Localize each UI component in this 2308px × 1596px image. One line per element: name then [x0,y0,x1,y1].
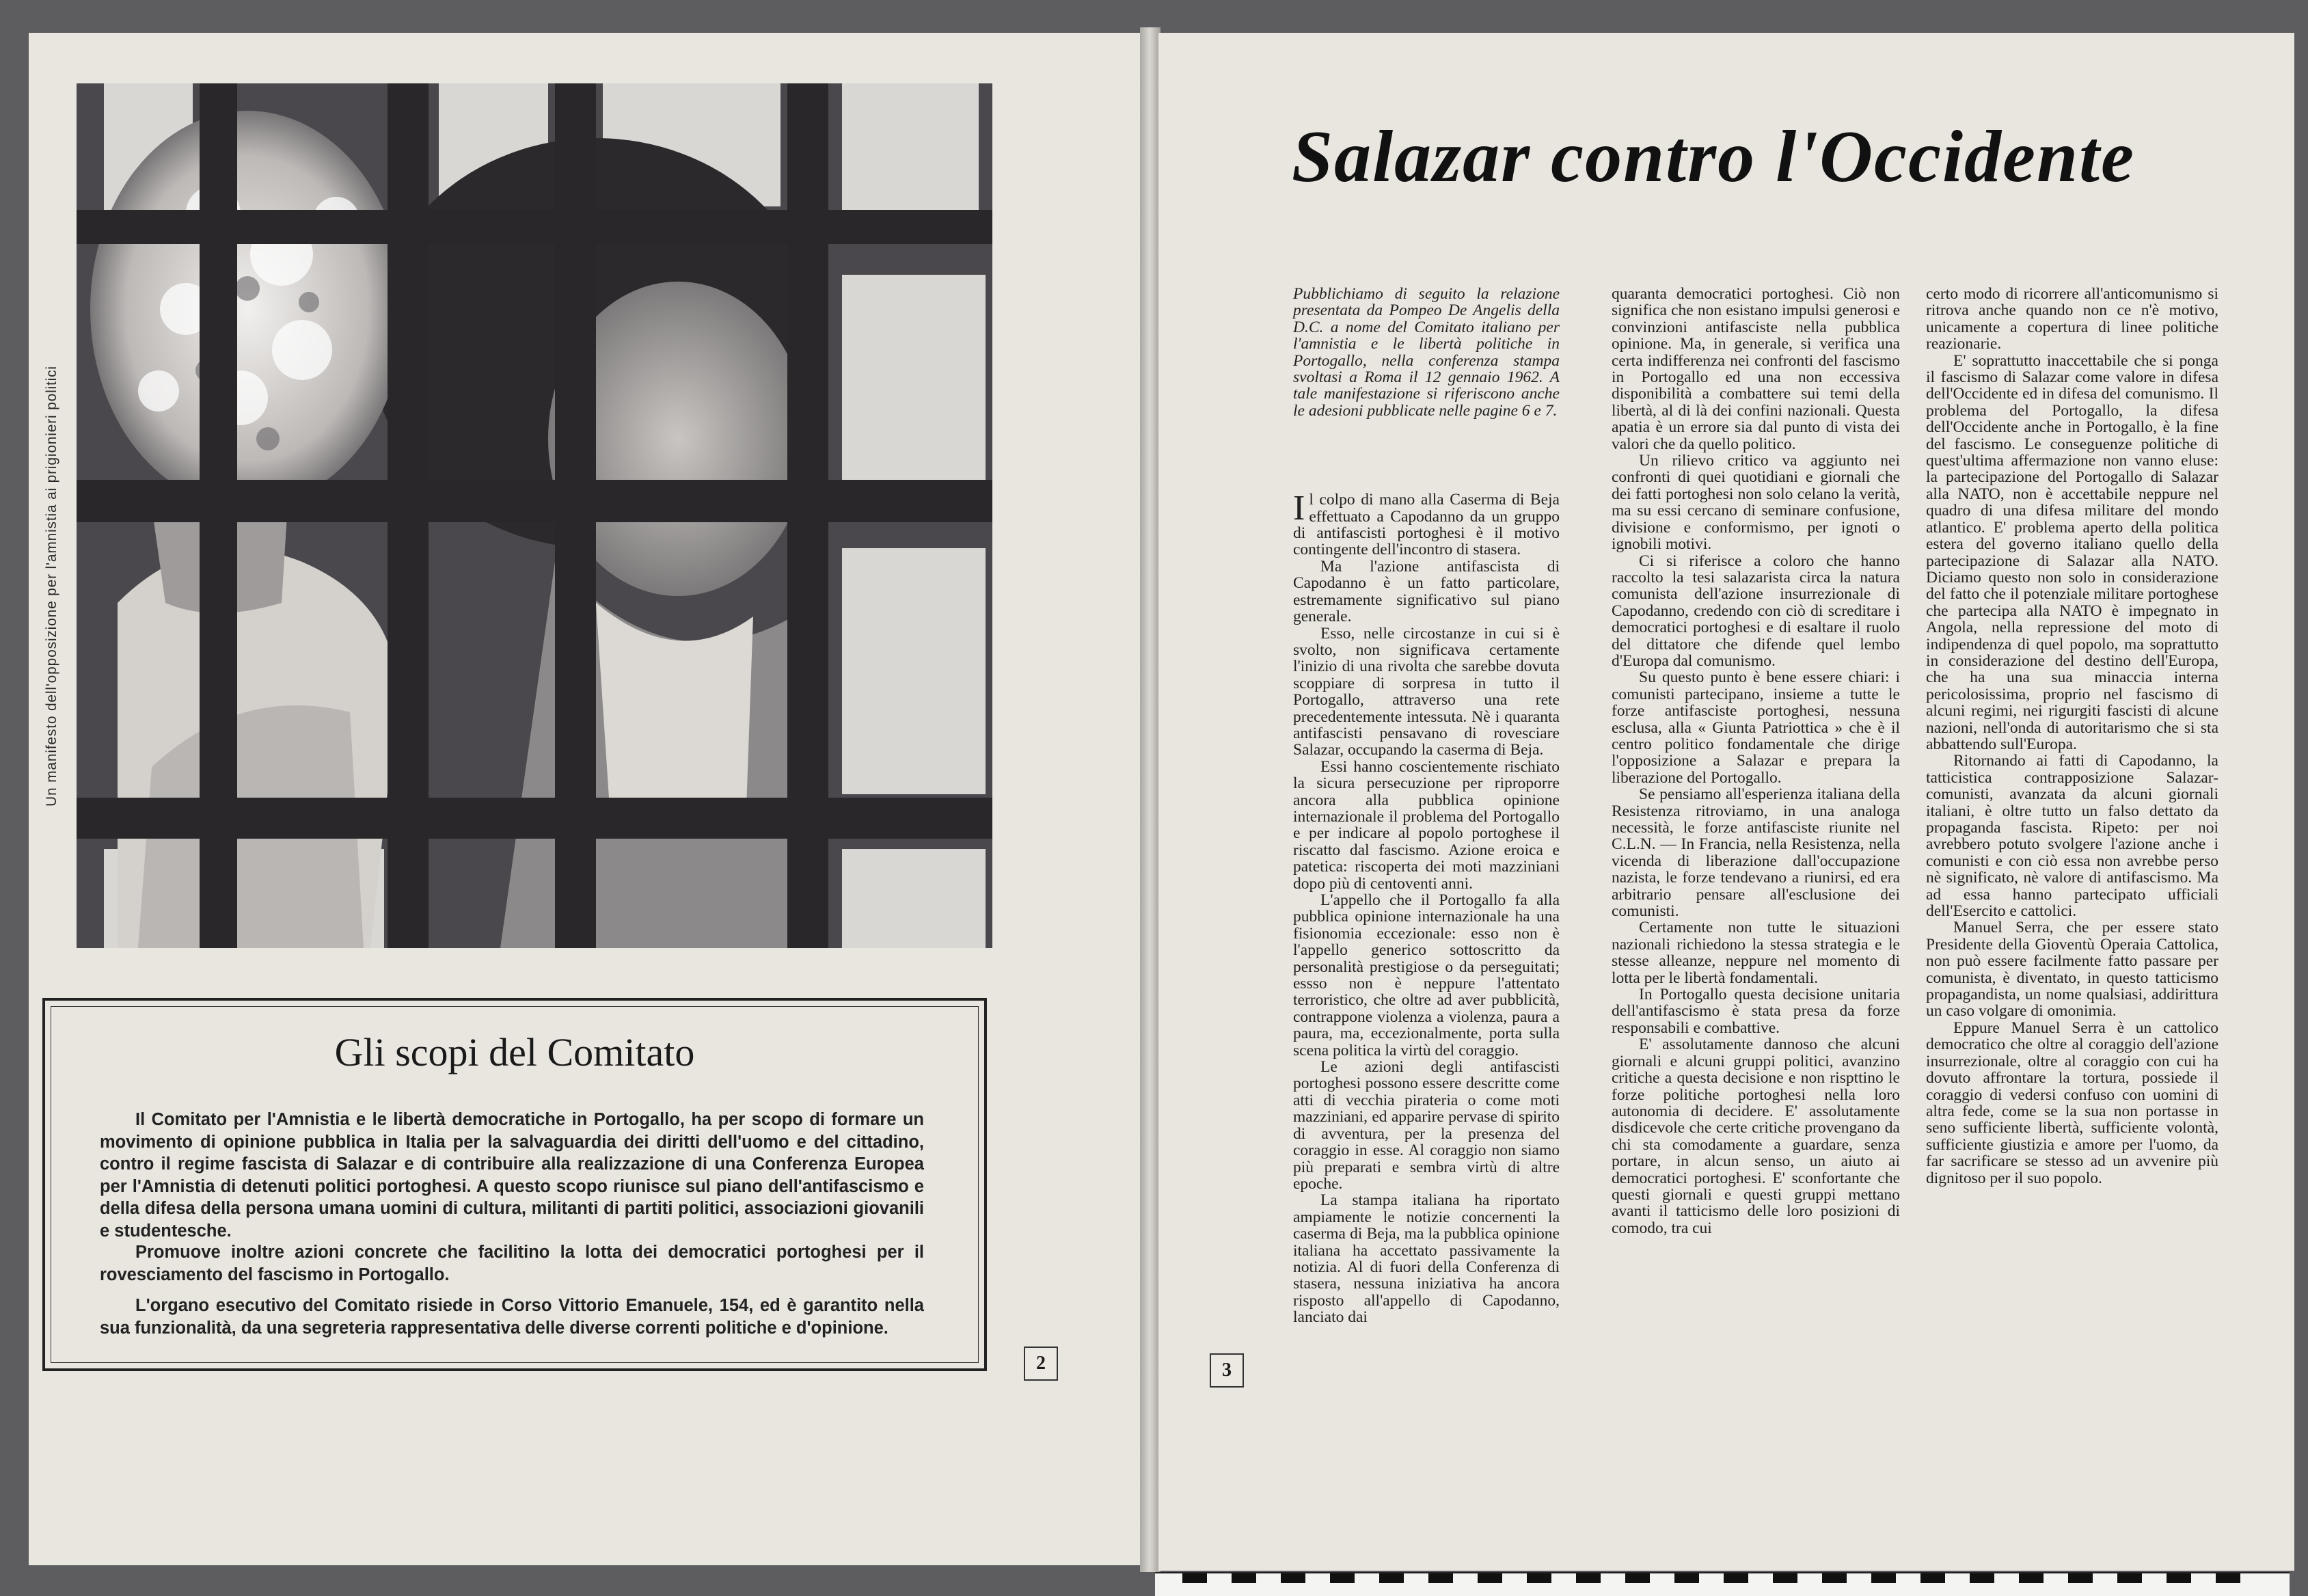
article-intro: Pubblichiamo di seguito la relazione presentata da Pompeo De Angelis della D.C. a nome del Comitato italiano per l'amnistia e le libertà politiche in Portogallo, nella conferenza stampa svoltasi a Roma il 12 gennaio 1962. A tale manifestazione si riferiscono anche le adesioni pubblicate nelle pagine 6 e 7. [1293,285,1560,420]
drop-cap: I [1293,489,1305,528]
article-paragraph: In Portogallo questa decisione unitaria dell'antifascismo è stata presa da forze responsabili e combattive. [1612,986,1900,1037]
goals-paragraph-2: Promuove inoltre azioni concrete che facilitino la lotta dei democratici portoghesi per il rovesciamento del fascismo in Portogallo. [100,1243,924,1284]
article-paragraph: Il colpo di mano alla Caserma di Beja effettuato a Capodanno da un gruppo di antifascisti portoghesi è il motivo contingente dell'incontro di stasera. [1293,489,1560,559]
photo-prisoner-behind-bars [77,83,992,948]
goals-title: Gli scopi del Comitato [334,1030,695,1074]
article-paragraph: Ma l'azione antifascista di Capodanno è un fatto particolare, estremamente significativo sul piano generale. [1293,557,1560,626]
binding-gutter [1140,27,1160,1572]
article-paragraph: E' assolutamente dannoso che alcuni giornali e alcuni gruppi politici, avanzino critiche a questa decisione e non rispttino le forze politiche portoghesi nella loro autonomia di decidere. E' assolutamente disdicevole che certe critiche provengano da chi sta comodamente a guardare, senza portare, in alcun senso, un aiuto ai democratici portoghesi. E' sconfortante che questi giornali e questi gruppi mettano avanti il tatticismo delle loro posizioni di comodo, tra cui [1612,1036,1900,1237]
article-paragraph: Ritornando ai fatti di Capodanno, la tatticistica contrapposizione Salazar-comunisti, avanzata da alcuni giornali italiani, è oltre tutto un falso dettato da propaganda fascista. Ripeto: per noi avrebbero potuto svolgere l'azione anche i comunisti e con ciò essa non avrebbe perso nè significato, nè valore di antifascismo. Ma ad essa hanno partecipato ufficiali dell'Esercito e cattolici. [1926,752,2218,921]
article-paragraph: La stampa italiana ha riportato ampiamente le notizie concernenti la caserma di Beja, ma la pubblica opinione italiana ha accettato passivamente la notizia. Al di fuori della Conferenza di stasera, nessuna iniziativa ha ancora risposto all'appello di Capodanno, lanciato dai [1293,1191,1560,1327]
article-paragraph: Manuel Serra, che per essere stato Presidente della Gioventù Operaia Cattolica, non può essere facilmente fatto passare per comunista, è diventato, in questo tatticismo propagandista, un nome qualsiasi, addirittura un caso volgare di omonimia. [1926,919,2218,1020]
article-paragraph: E' soprattutto inaccettabile che si ponga il fascismo di Salazar come valore in difesa dell'Occidente ed in difesa del comunismo. Il problema del Portogallo, la difesa dell'Occidente anche in Portogallo, è la fine del fascismo. Le conseguenze politiche di quest'ultima affermazione non vanno eluse: la partecipazione del Portogallo di Salazar alla NATO, non è accettabile neppure nel quadro di una difesa militare del mondo atlantico. E' problema aperto della politica estera del governo italiano quello della partecipazione di Salazar alla NATO. Diciamo questo non solo in considerazione del fatto che il potenziale militare portoghese che partecipa alla NATO è impegnato in Angola, nella repressione del moto di indipendenza di quel popolo, ma soprattutto in considerazione del destino dell'Europa, che ha una sua minaccia interna pericolosissima, proprio nel fascismo di alcuni regimi, nei rigurgiti fascisti di alcune nazioni, nell'onda di autoritarismo che si sta abbattendo sull'Europa. [1926,351,2218,753]
article-paragraph: Essi hanno coscientemente rischiato la sicura persecuzione per riproporre ancora alla pubblica opinione internazionale il problema del Portogallo e per indicare al popolo portoghese il riscatto dal fascismo. Azione eroica e patetica: riscoperta dei moti mazziniani dopo più di centoventi anni. [1293,757,1560,893]
article-paragraph: Esso, nelle circostanze in cui si è svolto, non significava certamente l'inizio di una rivolta che sarebbe dovuta scoppiare di sorpresa in tutto il Portogallo, attraverso una rete precedentemente intessuta. Nè i quaranta antifascisti pensavano di rovesciare Salazar, occupando la caserma di Beja. [1293,624,1560,759]
article-column-1 [1293,286,1560,1326]
article-title: Salazar contro l'Occidente [1292,116,2135,198]
page-number-right: 3 [1210,1353,1244,1388]
article-paragraph: quaranta democratici portoghesi. Ciò non significa che non esistano impulsi generosi e convinzioni antifasciste nella pubblica opinione. Ma, in generale, si verifica una certa indifferenza nei confronti del fascismo in Portogallo ed una non eccessiva disponibilità a combattere sui temi della libertà, al di là dei confini nazionali. Questa apatia è un errore sia dal punto di vista dei valori che da quello politico. [1612,285,1900,453]
scale-ruler [1155,1572,2290,1596]
article-paragraph: Un rilievo critico va aggiunto nei confronti di quei quotidiani e giornali che dei fatti portoghesi non solo celano la verità, ma su essi cercano di seminare confusione, divisione e conformismo, per ignoti o ignobili motivi. [1612,452,1900,554]
article-paragraph: Certamente non tutte le situazioni nazionali richiedono la stessa strategia e le stesse alleanze, neppure nel momento di lotta per le libertà fondamentali. [1612,919,1900,987]
article-paragraph: Su questo punto è bene essere chiari: i comunisti partecipano, insieme a tutte le forze antifasciste portoghesi, nessuna esclusa, alla « Giunta Patriottica » che è il centro politico fondamentale che dirige l'opposizione a Salazar e prepara la liberazione del Portogallo. [1612,668,1900,787]
article-paragraph: Le azioni degli antifascisti portoghesi possono essere descritte come atti di vecchia pirateria o come moti mazziniani, ed apparire pervase di spirito di avventura, per la presenza del coraggio in esse. Al coraggio non siamo più preparati e sembra virtù di altre epoche. [1293,1058,1560,1193]
article-paragraph: Ci si riferisce a coloro che hanno raccolto la tesi salazarista circa la natura comunista dell'azione insurrezionale di Capodanno, credendo con ciò di screditare i democratici portoghesi e di esaltare il ruolo del dittatore che difende quel lembo d'Europa dal comunismo. [1612,552,1900,670]
article-paragraph: certo modo di ricorrere all'anticomunismo si ritrova anche quando non ce n'è motivo, unicamente a copertura di linee politiche reazionarie. [1926,285,2218,353]
article-column-2 [1612,286,1900,1236]
committee-goals-box [42,998,987,1371]
photo-side-caption: Un manifesto dell'opposizione per l'amnistia ai prigionieri politici [44,366,59,807]
goals-paragraph-3: L'organo esecutivo del Comitato risiede in Corso Vittorio Emanuele, 154, ed è garantito nella sua funzionalità, da una segreteria rappresentativa delle diverse correnti politiche e d'opinione. [100,1296,924,1338]
article-paragraph: L'appello che il Portogallo fa alla pubblica opinione internazionale ha una fisionomia eccezionale: esso non è l'appello generico sottoscritto da personalità prestigiose o da perseguitati; essso non è neppure l'attentato terroristico, che oltre ad aver pubblicità, contrappone violenza a violenza, paura a paura, ma, eccezionalmente, porta sulla scena politica la virtù del coraggio. [1293,891,1560,1059]
article-paragraph: Eppure Manuel Serra è un cattolico democratico che oltre al coraggio dell'azione insurrezionale, oltre al coraggio con cui ha dovuto affrontare la tortura, possiede il coraggio di vedersi confuso con uomini di altra fede, come se la sua non portasse in seno sufficiente libertà, sufficiente volontà, sufficiente giustizia e amore per l'uomo, da far sacrificare se stesso ad un avvenire più dignitoso per il suo popolo. [1926,1018,2218,1187]
goals-paragraph-1: Il Comitato per l'Amnistia e le libertà democratiche in Portogallo, ha per scopo di formare un movimento di opinione pubblica in Italia per la salvaguardia dei diritti dell'uomo e del cittadino, contro il regime fascista di Salazar e di contribuire alla realizzazione di una Conferenza Europea per l'Amnistia di detenuti politici portoghesi. A questo scopo riunisce sul piano dell'antifascismo e della difesa della persona umana uomini di cultura, militanti di partiti politici, associazioni giovanili e studentesche. [100,1110,924,1241]
article-paragraph: Se pensiamo all'esperienza italiana della Resistenza ritroviamo, in una analoga necessità, le forze antifasciste riunite nel C.L.N. — In Francia, nella Resistenza, nella vicenda di liberazione dall'occupazione nazista, le forze tendevano a riunirsi, ed era arbitrario pensare all'esclusione dei comunisti. [1612,785,1900,921]
page-number-left: 2 [1024,1347,1058,1381]
article-column-3 [1926,286,2218,1187]
